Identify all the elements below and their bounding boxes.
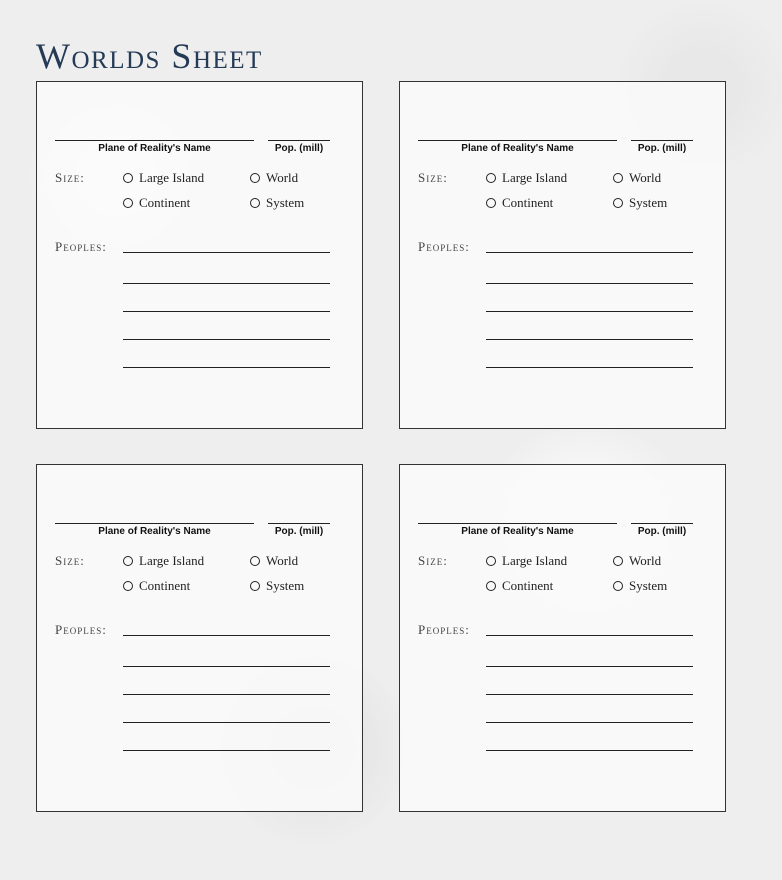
- world-card: [399, 464, 726, 812]
- population-field[interactable]: [631, 523, 693, 524]
- radio-circle-icon[interactable]: [123, 556, 133, 566]
- radio-circle-icon[interactable]: [123, 581, 133, 591]
- plane-name-field[interactable]: [418, 140, 617, 141]
- peoples-line[interactable]: [123, 635, 330, 636]
- size-option-label: Large Island: [139, 170, 205, 185]
- size-option-label: World: [266, 170, 299, 185]
- peoples-line[interactable]: [486, 666, 693, 667]
- peoples-label: Peoples:: [55, 239, 107, 254]
- plane-name-label: Plane of Reality's Name: [461, 526, 574, 537]
- peoples-line[interactable]: [123, 311, 330, 312]
- size-option-world[interactable]: [613, 553, 661, 569]
- population-field[interactable]: [631, 140, 693, 141]
- size-option-label: Continent: [139, 195, 191, 210]
- peoples-line[interactable]: [486, 367, 693, 368]
- peoples-line[interactable]: [486, 694, 693, 695]
- population-label: Pop. (mill): [274, 143, 324, 154]
- peoples-line[interactable]: [486, 283, 693, 284]
- population-field[interactable]: [268, 140, 330, 141]
- radio-circle-icon[interactable]: [486, 198, 496, 208]
- radio-circle-icon[interactable]: [486, 173, 496, 183]
- page-title: Worlds Sheet: [36, 36, 263, 76]
- size-option-label: System: [629, 578, 668, 593]
- peoples-line[interactable]: [486, 722, 693, 723]
- size-label: Size:: [55, 170, 85, 185]
- size-option-large-island[interactable]: [486, 170, 567, 186]
- peoples-line[interactable]: [123, 252, 330, 253]
- peoples-line[interactable]: [486, 635, 693, 636]
- size-option-continent[interactable]: [123, 195, 190, 211]
- size-label: Size:: [55, 553, 85, 568]
- size-option-label: System: [629, 195, 668, 210]
- population-field[interactable]: [268, 523, 330, 524]
- radio-circle-icon[interactable]: [613, 556, 623, 566]
- size-option-label: Continent: [502, 578, 554, 593]
- size-option-label: World: [629, 553, 662, 568]
- size-option-label: System: [266, 195, 305, 210]
- radio-circle-icon[interactable]: [613, 173, 623, 183]
- plane-name-field[interactable]: [55, 523, 254, 524]
- radio-circle-icon[interactable]: [123, 173, 133, 183]
- size-option-continent[interactable]: [486, 195, 553, 211]
- size-option-continent[interactable]: [123, 578, 190, 594]
- peoples-line[interactable]: [123, 339, 330, 340]
- peoples-line[interactable]: [123, 694, 330, 695]
- size-option-world[interactable]: [250, 553, 298, 569]
- radio-circle-icon[interactable]: [250, 556, 260, 566]
- peoples-line[interactable]: [486, 750, 693, 751]
- peoples-line[interactable]: [486, 339, 693, 340]
- peoples-line[interactable]: [123, 722, 330, 723]
- size-option-label: World: [266, 553, 299, 568]
- plane-name-field[interactable]: [55, 140, 254, 141]
- population-label: Pop. (mill): [637, 526, 687, 537]
- size-option-continent[interactable]: [486, 578, 553, 594]
- radio-circle-icon[interactable]: [613, 581, 623, 591]
- plane-name-label: Plane of Reality's Name: [98, 143, 211, 154]
- population-label: Pop. (mill): [637, 143, 687, 154]
- peoples-line[interactable]: [123, 666, 330, 667]
- size-option-system[interactable]: [250, 195, 304, 211]
- world-card: [36, 464, 363, 812]
- peoples-label: Peoples:: [418, 239, 470, 254]
- peoples-line[interactable]: [123, 283, 330, 284]
- world-card: [399, 81, 726, 429]
- peoples-line[interactable]: [123, 750, 330, 751]
- size-option-label: Large Island: [502, 170, 568, 185]
- radio-circle-icon[interactable]: [613, 198, 623, 208]
- radio-circle-icon[interactable]: [123, 198, 133, 208]
- radio-circle-icon[interactable]: [250, 581, 260, 591]
- plane-name-label: Plane of Reality's Name: [461, 143, 574, 154]
- peoples-line[interactable]: [486, 311, 693, 312]
- size-option-large-island[interactable]: [123, 170, 204, 186]
- size-option-label: World: [629, 170, 662, 185]
- peoples-label: Peoples:: [55, 622, 107, 637]
- size-option-label: Large Island: [139, 553, 205, 568]
- radio-circle-icon[interactable]: [250, 173, 260, 183]
- size-option-system[interactable]: [613, 195, 667, 211]
- size-option-large-island[interactable]: [486, 553, 567, 569]
- world-card: [36, 81, 363, 429]
- size-option-label: Large Island: [502, 553, 568, 568]
- peoples-label: Peoples:: [418, 622, 470, 637]
- plane-name-field[interactable]: [418, 523, 617, 524]
- peoples-line[interactable]: [123, 367, 330, 368]
- population-label: Pop. (mill): [274, 526, 324, 537]
- size-option-system[interactable]: [613, 578, 667, 594]
- radio-circle-icon[interactable]: [486, 556, 496, 566]
- radio-circle-icon[interactable]: [486, 581, 496, 591]
- size-option-label: Continent: [502, 195, 554, 210]
- size-option-system[interactable]: [250, 578, 304, 594]
- size-option-label: System: [266, 578, 305, 593]
- peoples-line[interactable]: [486, 252, 693, 253]
- size-label: Size:: [418, 170, 448, 185]
- plane-name-label: Plane of Reality's Name: [98, 526, 211, 537]
- size-option-label: Continent: [139, 578, 191, 593]
- size-label: Size:: [418, 553, 448, 568]
- size-option-world[interactable]: [613, 170, 661, 186]
- size-option-large-island[interactable]: [123, 553, 204, 569]
- size-option-world[interactable]: [250, 170, 298, 186]
- radio-circle-icon[interactable]: [250, 198, 260, 208]
